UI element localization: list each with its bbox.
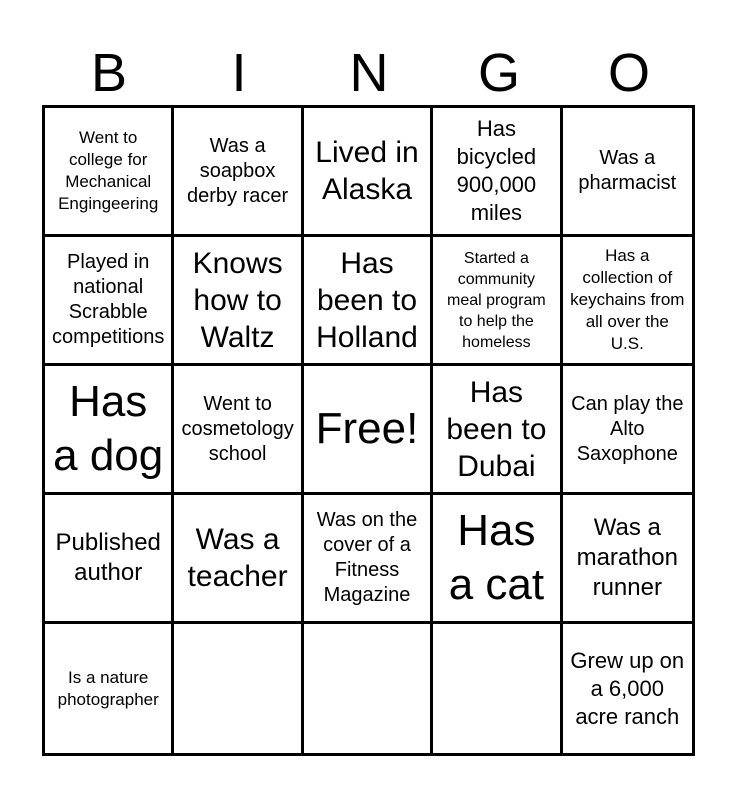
cell-text: Has been to Dubai — [446, 375, 547, 483]
cell-text: Was on the cover of a Fitness Magazine — [316, 509, 418, 606]
bingo-cell[interactable] — [45, 108, 174, 237]
header-letter-g: G — [477, 43, 520, 103]
bingo-board — [42, 105, 695, 756]
bingo-cell[interactable] — [174, 366, 303, 495]
header-letter-n: N — [349, 43, 389, 103]
cell-text: Started a community meal program to help the homeless — [447, 249, 546, 351]
header-letter-i: I — [231, 43, 247, 103]
bingo-empty-cell[interactable] — [433, 624, 562, 753]
cell-text: Can play the Alto Saxophone — [571, 392, 684, 465]
bingo-cell[interactable] — [174, 237, 303, 366]
bingo-header — [44, 40, 694, 106]
cell-text: Went to cosmetology school — [181, 392, 294, 465]
cell-text: Was a soapbox derby racer — [187, 134, 289, 207]
bingo-cell[interactable] — [563, 624, 692, 753]
bingo-cell[interactable] — [563, 366, 692, 495]
cell-text: Has a dog — [53, 377, 164, 480]
bingo-free-cell[interactable] — [304, 366, 433, 495]
bingo-cell[interactable] — [433, 108, 562, 237]
cell-text: Was a pharmacist — [578, 147, 677, 194]
bingo-cell[interactable] — [45, 495, 174, 624]
cell-text: Grew up on a 6,000 acre ranch — [570, 647, 685, 729]
header-letter-b: B — [90, 43, 128, 103]
cell-text: Knows how to Waltz — [192, 246, 283, 354]
cell-text: Has a collection of keychains from all over the U.S. — [570, 246, 685, 353]
cell-text: Has been to Holland — [316, 246, 418, 354]
bingo-cell[interactable] — [304, 237, 433, 366]
bingo-empty-cell[interactable] — [304, 624, 433, 753]
cell-text: Played in national Scrabble competitions — [52, 251, 165, 348]
bingo-cell[interactable] — [433, 366, 562, 495]
bingo-cell[interactable] — [174, 108, 303, 237]
cell-text: Was a teacher — [187, 523, 288, 593]
bingo-cell[interactable] — [304, 108, 433, 237]
cell-text: Was a marathon runner — [576, 514, 678, 601]
cell-text: Is a nature photographer — [57, 667, 159, 709]
bingo-cell[interactable] — [433, 237, 562, 366]
cell-text: Has a cat — [448, 506, 545, 609]
bingo-cell[interactable] — [45, 366, 174, 495]
bingo-cell[interactable] — [563, 237, 692, 366]
bingo-cell[interactable] — [304, 495, 433, 624]
header-letter-o: O — [607, 43, 650, 103]
bingo-cell[interactable] — [174, 495, 303, 624]
bingo-cell[interactable] — [563, 495, 692, 624]
cell-text: Published author — [55, 529, 161, 586]
free-space-text: Free! — [315, 404, 419, 453]
bingo-cell[interactable] — [433, 495, 562, 624]
bingo-empty-cell[interactable] — [174, 624, 303, 753]
bingo-cell[interactable] — [563, 108, 692, 237]
bingo-cell[interactable] — [45, 237, 174, 366]
cell-text: Has bicycled 900,000 miles — [456, 116, 537, 225]
cell-text: Went to college for Mechanical Engingeering — [58, 128, 159, 213]
cell-text: Lived in Alaska — [315, 136, 419, 206]
bingo-cell[interactable] — [45, 624, 174, 753]
